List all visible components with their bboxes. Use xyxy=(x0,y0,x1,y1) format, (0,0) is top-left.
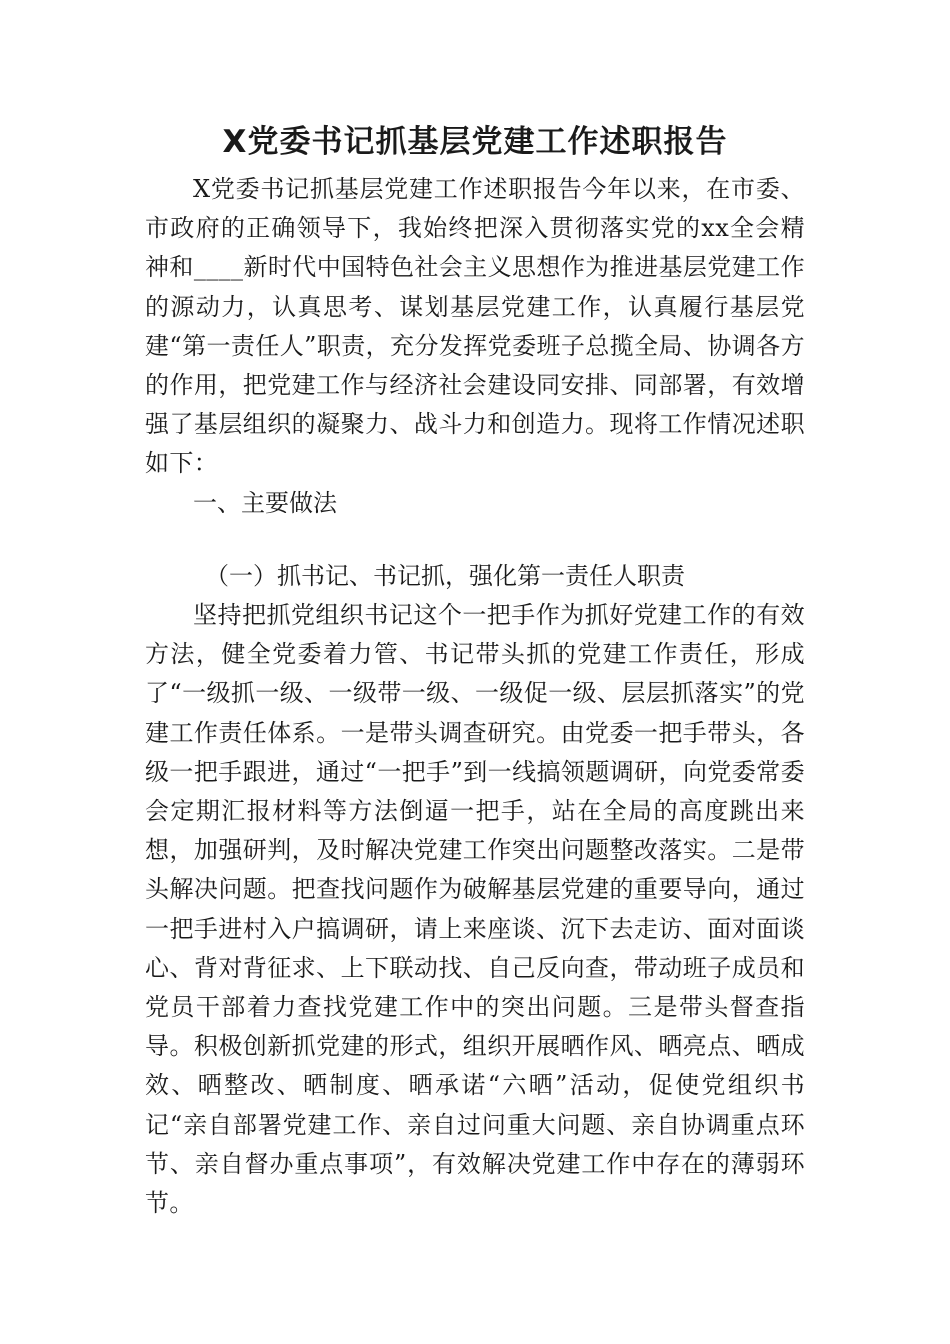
intro-paragraph: X党委书记抓基层党建工作述职报告今年以来，在市委、市政府的正确领导下，我始终把深入贯彻落实党的xx全会精神和____新时代中国特色社会主义思想作为推进基层党建工作的源动力，认真思考、谋划基层党建工作，认真履行基层党建“第一责任人”职责，充分发挥党委班子总揽全局、协调各方的作用，把党建工作与经济社会建设同安排、同部署，有效增强了基层组织的凝聚力、战斗力和创造力。现将工作情况述职如下： xyxy=(145,175,805,478)
document-page xyxy=(145,118,805,1223)
document-title: X党委书记抓基层党建工作述职报告 xyxy=(222,124,728,160)
section-heading: 一、主要做法 xyxy=(193,488,337,517)
subsection-heading: （一）抓书记、书记抓，强化第一责任人职责 xyxy=(205,561,685,590)
body-paragraph: 坚持把抓党组织书记这个一把手作为抓好党建工作的有效方法，健全党委着力管、书记带头抓的党建工作责任，形成了“一级抓一级、一级带一级、一级促一级、层层抓落实”的党建工作责任体系。一是带头调查研究。由党委一把手带头，各级一把手跟进，通过“一把手”到一线搞领题调研，向党委常委会定期汇报材料等方法倒逼一把手，站在全局的高度跳出来想，加强研判，及时解决党建工作突出问题整改落实。二是带头解决问题。把查找问题作为破解基层党建的重要导向，通过一把手进村入户搞调研，请上来座谈、沉下去走访、面对面谈心、背对背征求、上下联动找、自己反向查，带动班子成员和党员干部着力查找党建工作中的突出问题。三是带头督查指导。积极创新抓党建的形式，组织开展晒作风、晒亮点、晒成效、晒整改、晒制度、晒承诺“六晒”活动，促使党组织书记“亲自部署党建工作、亲自过问重大问题、亲自协调重点环节、亲自督办重点事项”，有效解决党建工作中存在的薄弱环节。 xyxy=(145,601,805,1218)
